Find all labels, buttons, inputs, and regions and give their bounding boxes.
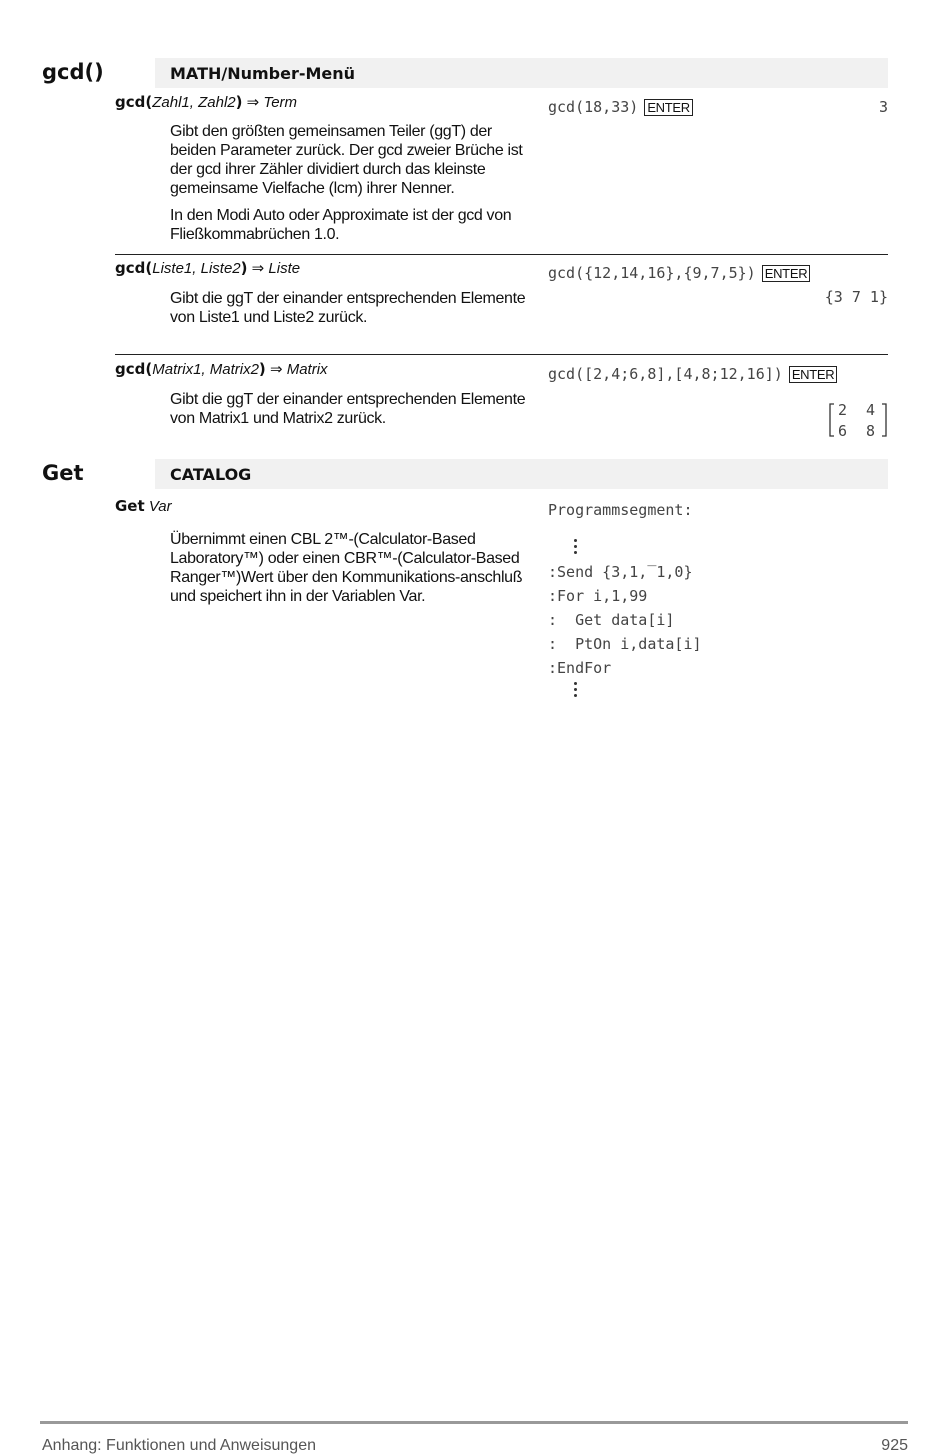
- example-gcd-list: gcd({12,14,16},{9,7,5}) ENTER: [548, 264, 810, 282]
- signature-gcd-matrix: gcd(Matrix1, Matrix2) ⇒ Matrix: [115, 360, 328, 378]
- signature-gcd-number: gcd(Zahl1, Zahl2) ⇒ Term: [115, 93, 298, 111]
- result-gcd-number: 3: [878, 98, 888, 116]
- program-line: :For i,1,99: [548, 587, 648, 605]
- signature-get: Get Var: [115, 497, 172, 515]
- description-get: [170, 530, 535, 606]
- result-matrix: [828, 398, 888, 442]
- program-line: : Get data[i]: [548, 611, 675, 629]
- matrix-cell: 8: [866, 422, 876, 440]
- result-gcd-list: {3 7 1}: [824, 288, 888, 306]
- vertical-ellipsis-icon: [572, 539, 580, 557]
- program-line: :Send {3,1,‾1,0}: [548, 563, 693, 581]
- footer-rule: [40, 1421, 908, 1424]
- description-gcd-number: [170, 122, 535, 244]
- page-number: 925: [881, 1437, 908, 1454]
- description-gcd-list: [170, 289, 535, 327]
- command-title-gcd: gcd(): [42, 60, 104, 84]
- menu-label-get: CATALOG: [170, 465, 252, 484]
- enter-key-icon: ENTER: [789, 366, 838, 383]
- description-para-1: Gibt die ggT der einander entsprechenden Elemente von Matrix1 und Matrix2 zurück.: [170, 391, 526, 427]
- matrix-cell: 2: [838, 401, 848, 419]
- entry-divider: [115, 354, 888, 355]
- description-para-1: Übernimmt einen CBL 2™-(Calculator-Based Laboratory™) oder einen CBR™-(Calculator-Based Ranger™)Wert über den Kommunikations-anschluß und speichert ihn in der Variablen Var.: [170, 531, 523, 605]
- enter-key-icon: ENTER: [644, 99, 693, 116]
- command-title-get: Get: [42, 461, 84, 485]
- enter-key-icon: ENTER: [762, 265, 811, 282]
- matrix-cell: 6: [838, 422, 848, 440]
- example-gcd-number: gcd(18,33) ENTER: [548, 98, 693, 116]
- description-gcd-matrix: [170, 390, 535, 428]
- vertical-ellipsis-icon: [572, 682, 580, 700]
- matrix-left-bracket: [830, 404, 834, 436]
- footer-chapter-title: Anhang: Funktionen und Anweisungen: [42, 1437, 316, 1454]
- matrix-cell: 4: [866, 401, 876, 419]
- description-para-2: In den Modi Auto oder Approximate ist der gcd von Fließkommabrüchen 1.0.: [170, 207, 512, 243]
- entry-divider: [115, 254, 888, 255]
- matrix-right-bracket: [882, 404, 886, 436]
- example-gcd-matrix: gcd([2,4;6,8],[4,8;12,16]) ENTER: [548, 365, 837, 383]
- menu-label-gcd: MATH/Number-Menü: [170, 64, 356, 83]
- section-header-band: [155, 459, 888, 489]
- program-title: Programmsegment:: [548, 501, 693, 519]
- program-line: :EndFor: [548, 659, 612, 677]
- signature-gcd-list: gcd(Liste1, Liste2) ⇒ Liste: [115, 259, 301, 277]
- program-line: : PtOn i,data[i]: [548, 635, 702, 653]
- description-para-1: Gibt die ggT der einander entsprechenden Elemente von Liste1 und Liste2 zurück.: [170, 290, 526, 326]
- description-para-1: Gibt den größten gemeinsamen Teiler (ggT) der beiden Parameter zurück. Der gcd zweier Brüche ist der gcd ihrer Zähler dividiert durch das kleinste gemeinsame Vielfache (lcm) ihrer Nenner.: [170, 123, 523, 197]
